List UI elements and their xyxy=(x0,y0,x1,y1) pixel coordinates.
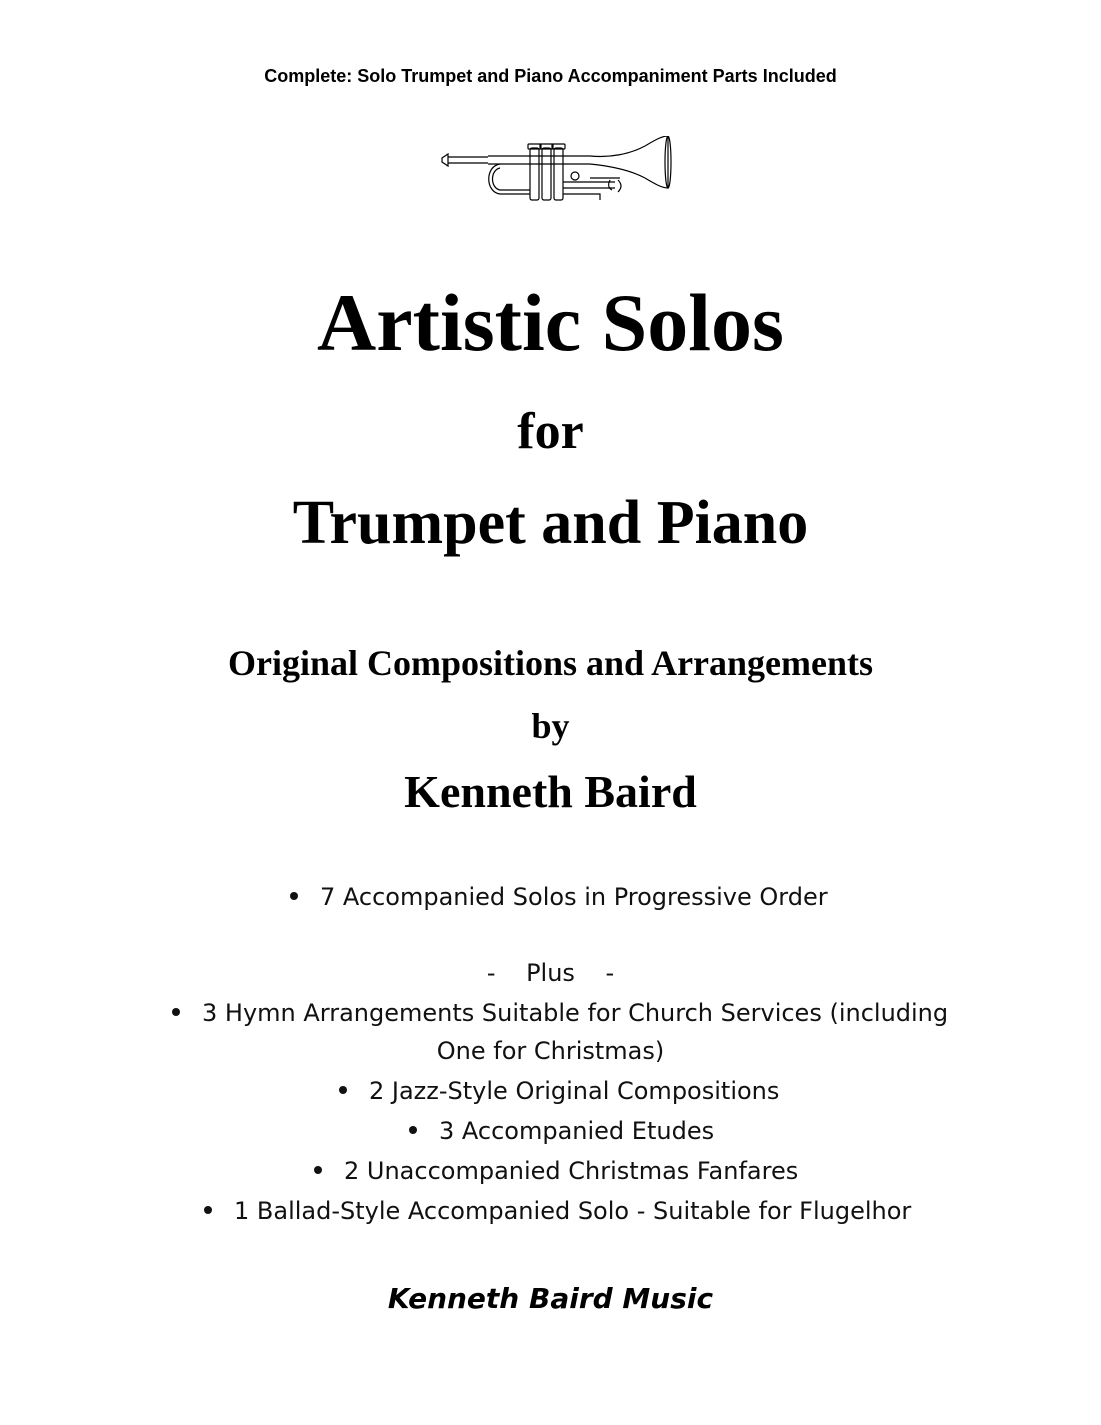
compositions-line: Original Compositions and Arrangements xyxy=(227,643,874,683)
bullet-icon xyxy=(339,1086,347,1094)
bullet-icon xyxy=(204,1206,212,1214)
list-item: 2 Unaccompanied Christmas Fanfares xyxy=(314,1157,798,1185)
subtitle: Trumpet and Piano xyxy=(292,489,809,557)
list-item: 3 Hymn Arrangements Suitable for Church Services (including xyxy=(172,999,948,1027)
for-text: for xyxy=(517,403,584,460)
list-item-continuation: One for Christmas) xyxy=(436,1037,665,1065)
title: Artistic Solos xyxy=(317,277,784,368)
list-item: 1 Ballad-Style Accompanied Solo - Suitable for Flugelhor xyxy=(204,1197,911,1225)
bullet-icon xyxy=(409,1126,417,1134)
list-item: 7 Accompanied Solos in Progressive Order xyxy=(290,883,828,911)
plus-separator: - Plus - xyxy=(486,959,615,987)
by-text: by xyxy=(531,706,570,746)
list-item: 2 Jazz-Style Original Compositions xyxy=(339,1077,779,1105)
header-note: Complete: Solo Trumpet and Piano Accompaniment Parts Included xyxy=(264,66,837,86)
list-item: 3 Accompanied Etudes xyxy=(409,1117,714,1145)
bullet-icon xyxy=(172,1008,180,1016)
author-name: Kenneth Baird xyxy=(404,766,697,817)
trumpet-icon xyxy=(440,136,672,212)
bullet-icon xyxy=(314,1166,322,1174)
bullet-icon xyxy=(290,892,298,900)
publisher-name: Kenneth Baird Music xyxy=(387,1282,714,1315)
